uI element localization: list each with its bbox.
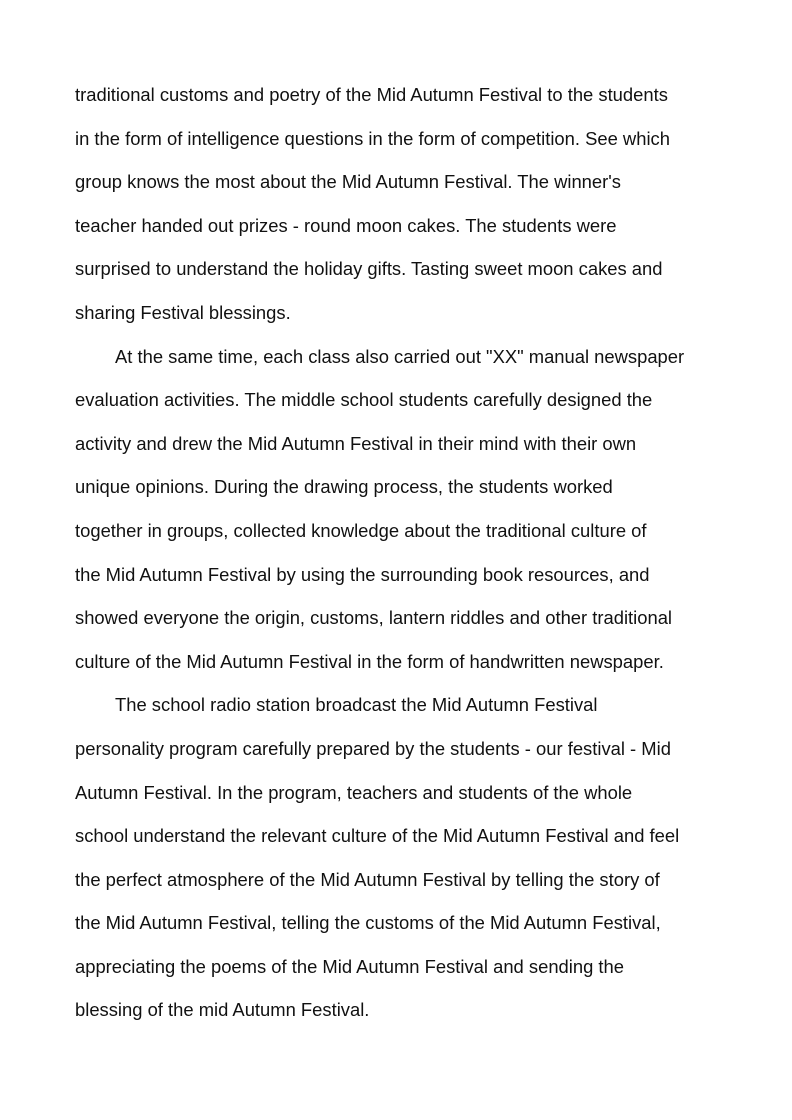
text-line: sharing Festival blessings. bbox=[75, 301, 291, 323]
text-line: the Mid Autumn Festival, telling the customs of the Mid Autumn Festival, bbox=[75, 912, 661, 934]
text-line: activity and drew the Mid Autumn Festival in their mind with their own bbox=[75, 432, 637, 454]
text-line-indented: At the same time, each class also carried out "XX" manual newspaper bbox=[115, 345, 685, 367]
text-line: in the form of intelligence questions in the form of competition. See which bbox=[75, 127, 670, 149]
text-line: the Mid Autumn Festival by using the surrounding book resources, and bbox=[75, 563, 650, 585]
text-line: together in groups, collected knowledge about the traditional culture of bbox=[75, 519, 647, 541]
text-line-indented: The school radio station broadcast the Mid Autumn Festival bbox=[115, 694, 598, 716]
text-line: evaluation activities. The middle school students carefully designed the bbox=[75, 389, 653, 411]
document-body bbox=[75, 73, 723, 1032]
text-line: school understand the relevant culture of the Mid Autumn Festival and feel bbox=[75, 825, 680, 847]
text-line: group knows the most about the Mid Autumn Festival. The winner's bbox=[75, 171, 621, 193]
text-line: unique opinions. During the drawing process, the students worked bbox=[75, 476, 613, 498]
paragraph-3 bbox=[75, 683, 723, 1032]
text-line: surprised to understand the holiday gifts. Tasting sweet moon cakes and bbox=[75, 258, 663, 280]
text-line: culture of the Mid Autumn Festival in the form of handwritten newspaper. bbox=[75, 650, 664, 672]
paragraph-2 bbox=[75, 335, 723, 684]
text-line: traditional customs and poetry of the Mid Autumn Festival to the students bbox=[75, 84, 668, 105]
text-line: the perfect atmosphere of the Mid Autumn Festival by telling the story of bbox=[75, 868, 660, 890]
text-line: Autumn Festival. In the program, teachers and students of the whole bbox=[75, 781, 633, 803]
text-line: blessing of the mid Autumn Festival. bbox=[75, 999, 370, 1021]
paragraph-1 bbox=[75, 73, 723, 335]
text-line: showed everyone the origin, customs, lantern riddles and other traditional bbox=[75, 607, 673, 629]
text-line: teacher handed out prizes - round moon cakes. The students were bbox=[75, 214, 617, 236]
text-line: personality program carefully prepared by the students - our festival - Mid bbox=[75, 737, 671, 759]
text-line: appreciating the poems of the Mid Autumn Festival and sending the bbox=[75, 955, 624, 977]
